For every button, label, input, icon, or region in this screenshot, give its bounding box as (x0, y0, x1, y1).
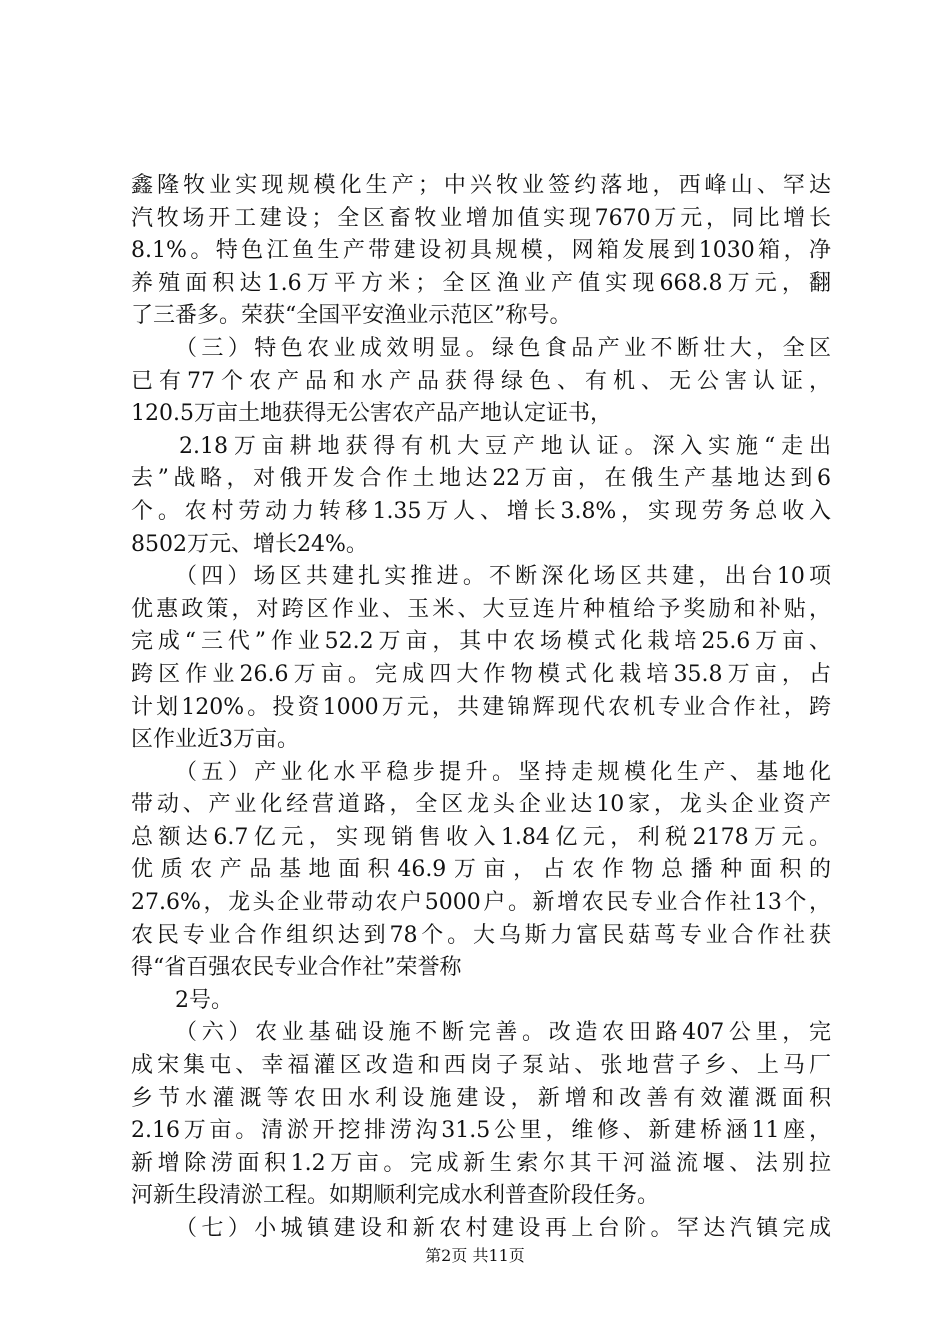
text-line: 优惠政策，对跨区作业、玉米、大豆连片种植给予奖励和补贴， (131, 596, 831, 622)
text-line: 农民专业合作组织达到78个。大乌斯力富民菇茑专业合作社获 (131, 922, 831, 948)
text-line: 区作业近3万亩。 (131, 727, 299, 753)
text-line: 鑫隆牧业实现规模化生产；中兴牧业签约落地，西峰山、罕达 (131, 173, 831, 198)
text-line: 2.18万亩耕地获得有机大豆产地认证。深入实施“走出 (179, 433, 831, 459)
section-heading-line: （三）特色农业成效明显。绿色食品产业不断壮大，全区 (175, 335, 831, 361)
text-line: 完成“三代”作业52.2万亩，其中农场模式化栽培25.6万亩、 (131, 629, 831, 655)
text-line: 计划120%。投资1000万元，共建锦辉现代农机专业合作社，跨 (131, 694, 831, 720)
text-line: 2号。 (175, 987, 233, 1013)
text-line: 已有77个农产品和水产品获得绿色、有机、无公害认证， (131, 368, 831, 394)
text-line: 养殖面积达1.6万平方米；全区渔业产值实现668.8万元，翻 (131, 270, 831, 296)
text-line: 成宋集屯、幸福灌区改造和西岗子泵站、张地营子乡、上马厂 (131, 1053, 831, 1079)
section-heading-line: （四）场区共建扎实推进。不断深化场区共建，出台10项 (175, 564, 831, 590)
text-line: 河新生段清淤工程。如期顺利完成水利普查阶段任务。 (131, 1183, 660, 1209)
text-line: 总额达6.7亿元，实现销售收入1.84亿元，利税2178万元。 (131, 824, 831, 850)
text-line: 去”战略，对俄开发合作土地达22万亩，在俄生产基地达到6 (131, 466, 831, 492)
text-line: 带动、产业化经营道路，全区龙头企业达10家，龙头企业资产 (131, 792, 831, 818)
text-line: 27.6%，龙头企业带动农户5000户。新增农民专业合作社13个， (131, 890, 831, 916)
document-body (131, 170, 831, 1246)
text-line: 了三番多。荣获“全国平安渔业示范区”称号。 (131, 303, 572, 329)
text-line: 个。农村劳动力转移1.35万人、增长3.8%，实现劳务总收入 (131, 498, 831, 524)
text-line: 新增除涝面积1.2万亩。完成新生索尔其干河溢流堰、法别拉 (131, 1150, 831, 1176)
text-line: 优质农产品基地面积46.9万亩，占农作物总播种面积的 (131, 857, 831, 883)
text-line: 跨区作业26.6万亩。完成四大作物模式化栽培35.8万亩，占 (131, 661, 831, 687)
section-heading-line: （五）产业化水平稳步提升。坚持走规模化生产、基地化 (175, 759, 831, 785)
text-line: 乡节水灌溉等农田水利设施建设，新增和改善有效灌溉面积 (131, 1085, 831, 1111)
text-line: 8502万元、增长24%。 (131, 531, 368, 557)
text-line: 2.16万亩。清淤开挖排涝沟31.5公里，维修、新建桥涵11座， (131, 1118, 831, 1144)
text-line: 8.1%。特色江鱼生产带建设初具规模，网箱发展到1030箱，净 (131, 238, 831, 264)
text-line: 汽牧场开工建设；全区畜牧业增加值实现7670万元，同比增长 (131, 205, 831, 231)
section-heading-line: （六）农业基础设施不断完善。改造农田路407公里，完 (175, 1020, 831, 1046)
page-footer: 第2页 共11页 (425, 1246, 525, 1265)
text-line: 120.5万亩土地获得无公害农产品产地认定证书， (131, 401, 612, 427)
section-heading-line: （七）小城镇建设和新农村建设再上台阶。罕达汽镇完成 (175, 1216, 831, 1241)
text-line: 得“省百强农民专业合作社”荣誉称 (131, 955, 462, 981)
